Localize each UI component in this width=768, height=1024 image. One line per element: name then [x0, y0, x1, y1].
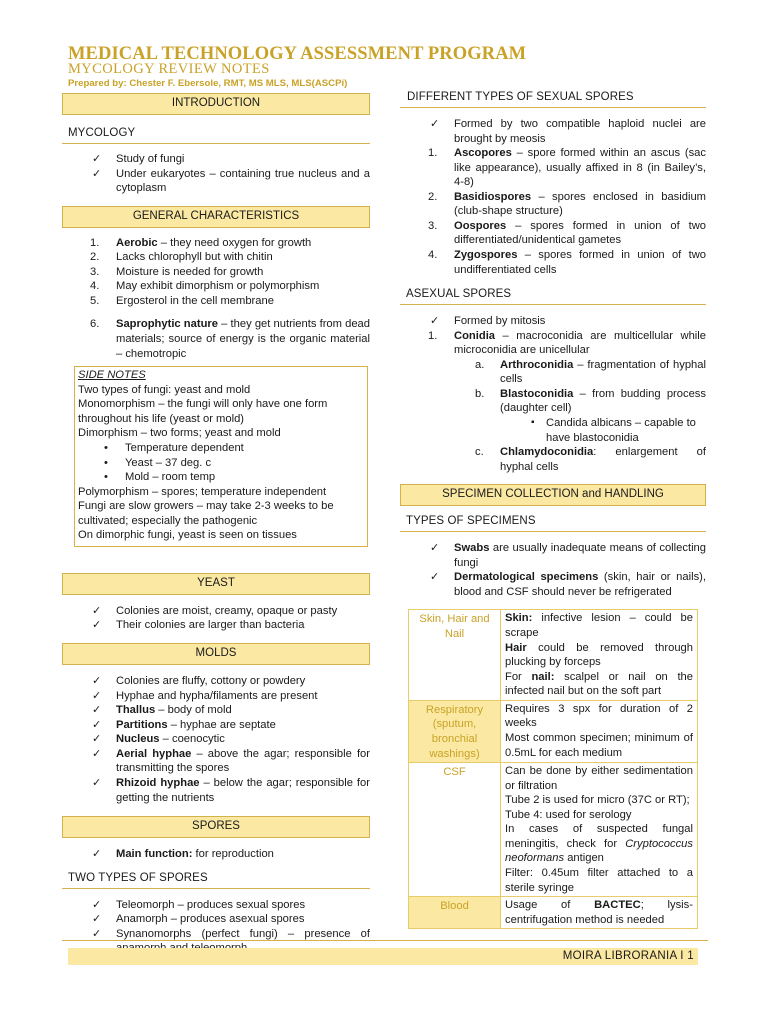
side-note-line: Dimorphism – two forms; yeast and mold: [78, 427, 281, 440]
list-item: ✓ Hyphae and hypha/filaments are present: [62, 689, 370, 704]
list-item: b. Blastoconidia – from budding process (daughter cell): [475, 387, 706, 415]
sexual-spores-heading: DIFFERENT TYPES OF SEXUAL SPORES: [400, 90, 706, 108]
types-of-specimens-heading: TYPES OF SPECIMENS: [400, 514, 706, 532]
table-row: [409, 897, 698, 929]
list-item: ✓ Partitions – hyphae are septate: [62, 718, 370, 733]
table-row: [409, 700, 698, 762]
list-item: ✓ Their colonies are larger than bacteria: [62, 618, 370, 633]
list-item: 4. May exhibit dimorphism or polymorphism: [90, 280, 320, 293]
side-note-bullets: [78, 441, 363, 485]
table-row: [409, 763, 698, 897]
yeast-heading: YEAST: [62, 573, 370, 595]
table-row: [409, 610, 698, 700]
list-item: 6. Saprophytic nature – they get nutrients from dead materials; source of energy is the organic material – chemotropic: [90, 318, 370, 360]
mycology-list: [62, 152, 370, 196]
molds-heading: MOLDS: [62, 643, 370, 665]
list-item: ✓ Aerial hyphae – above the agar; responsible for transmitting the spores: [62, 747, 370, 776]
asexual-check-list: [400, 314, 706, 329]
spores-list: [62, 847, 370, 862]
list-item: 3. Oospores – spores formed in union of two differentiated/unidentical gametes: [428, 219, 706, 247]
list-item: ✓ Swabs are usually inadequate means of collecting fungi: [400, 541, 706, 570]
table-cell-label: CSF: [409, 763, 501, 897]
list-item: ✓ Colonies are moist, creamy, opaque or pasty: [62, 604, 370, 619]
specimens-table: [408, 609, 698, 929]
left-column: [62, 90, 370, 956]
table-cell-value: Can be done by either sedimentation or filtration Tube 2 is used for micro (37C or RT); Tube 4: used for serology In cases of suspected fungal meningitis, check for Cryptococcus neoformans antigen Filter: 0.45um filter attached to a sterile syringe: [501, 763, 698, 897]
list-item: ✓ Study of fungi: [62, 152, 370, 167]
list-item: ✓ Teleomorph – produces sexual spores: [62, 898, 370, 913]
table-cell-value: Skin: infective lesion – could be scrape Hair could be removed through plucking by forceps For nail: scalpel or nail on the infected nail but on the soft part: [501, 610, 698, 700]
list-item: ✓ Thallus – body of mold: [62, 703, 370, 718]
side-note-line: Polymorphism – spores; temperature independent: [78, 485, 327, 498]
list-item: 1. Aerobic – they need oxygen for growth: [90, 236, 312, 249]
side-note-line: Fungi are slow growers – may take 2-3 weeks to be cultivated; especially the pathogenic: [78, 500, 334, 527]
table-cell-value: Requires 3 spx for duration of 2 weeks Most common specimen; minimum of 0.5mL for each medium: [501, 700, 698, 762]
list-item: 3. Moisture is needed for growth: [90, 265, 264, 278]
side-note-line: Two types of fungi: yeast and mold: [78, 383, 251, 396]
list-item: 1. Ascopores – spore formed within an ascus (sac like appearance), usually affixed in 8 (in Bailey’s, 4-8): [428, 147, 706, 189]
asexual-spores-heading: ASEXUAL SPORES: [400, 287, 706, 305]
page-title: MEDICAL TECHNOLOGY ASSESSMENT PROGRAM: [68, 44, 527, 64]
list-item: • Mold – room temp: [78, 470, 363, 485]
types-of-specimens-list: [400, 541, 706, 599]
table-cell-label: Blood: [409, 897, 501, 929]
conidia-list: [400, 329, 706, 358]
table-cell-value: Usage of BACTEC; lysis-centrifugation method is needed: [501, 897, 698, 929]
specimen-collection-heading: SPECIMEN COLLECTION and HANDLING: [400, 484, 706, 506]
table-cell-label: Respiratory (sputum, bronchial washings): [409, 700, 501, 762]
two-types-of-spores-heading: TWO TYPES OF SPORES: [62, 871, 370, 889]
introduction-heading: INTRODUCTION: [62, 93, 370, 115]
spores-heading: SPORES: [62, 816, 370, 838]
list-item: 1. Conidia – macroconidia are multicellular while microconidia are unicellular: [428, 329, 706, 357]
sexual-spores-list: [400, 146, 706, 277]
list-item: • Yeast – 37 deg. c: [78, 456, 363, 471]
yeast-list: [62, 604, 370, 633]
general-characteristics-list: [62, 236, 370, 362]
list-item: ✓ Formed by two compatible haploid nuclei are brought by meosis: [400, 117, 706, 146]
side-notes-box: [74, 366, 368, 547]
page-footer: MOIRA LIBRORANIA I 1: [68, 948, 698, 965]
conidia-sub-list: [400, 358, 706, 416]
candida-list: [400, 416, 706, 445]
list-item: 5. Ergosterol in the cell membrane: [90, 294, 274, 307]
side-notes-title: SIDE NOTES: [78, 369, 146, 382]
list-item: • Temperature dependent: [78, 441, 363, 456]
mycology-heading: MYCOLOGY: [62, 126, 370, 144]
list-item: 2. Lacks chlorophyll but with chitin: [90, 251, 273, 264]
list-item: ✓ Anamorph – produces asexual spores: [62, 912, 370, 927]
page-subtitle: MYCOLOGY REVIEW NOTES: [68, 61, 270, 77]
list-item: ✓ Colonies are fluffy, cottony or powdery: [62, 674, 370, 689]
chlamydoconidia-list: [400, 445, 706, 474]
list-item: ✓ Under eukaryotes – containing true nucleus and a cytoplasm: [62, 167, 370, 196]
list-item: c. Chlamydoconidia: enlargement of hyphal cells: [475, 446, 706, 473]
prepared-by: Prepared by: Chester F. Ebersole, RMT, MS MLS, MLS(ASCPi): [68, 78, 348, 89]
footer-divider: [62, 940, 708, 941]
list-item: ✓ Rhizoid hyphae – below the agar; responsible for getting the nutrients: [62, 776, 370, 805]
list-item: ✓ Synanomorphs (perfect fungi) – presence of: [62, 927, 370, 956]
side-note-line: Monomorphism – the fungi will only have one form throughout his life (yeast or mold): [78, 398, 328, 425]
sexual-check-list: [400, 117, 706, 146]
general-characteristics-heading: GENERAL CHARACTERISTICS: [62, 206, 370, 228]
list-item: ✓ Dermatological specimens (skin, hair or nails), blood and CSF should never be refrigerated: [400, 570, 706, 599]
list-item: a. Arthroconidia – fragmentation of hyphal cells: [475, 358, 706, 386]
list-item: 4. Zygospores – spores formed in union of two undifferentiated cells: [428, 249, 706, 276]
right-column: [400, 90, 706, 929]
side-note-line: On dimorphic fungi, yeast is seen on tissues: [78, 529, 297, 542]
molds-list: [62, 674, 370, 805]
list-item: 2. Basidiospores – spores enclosed in basidium (club-shape structure): [428, 190, 706, 218]
list-item: ✓ Formed by mitosis: [400, 314, 706, 329]
list-item: ✓ Nucleus – coenocytic: [62, 732, 370, 747]
table-cell-label: Skin, Hair and Nail: [409, 610, 501, 700]
list-item: ▪ Candida albicans – capable to have blastoconidia: [400, 416, 706, 445]
list-item: ✓ Main function: for reproduction: [62, 847, 370, 862]
